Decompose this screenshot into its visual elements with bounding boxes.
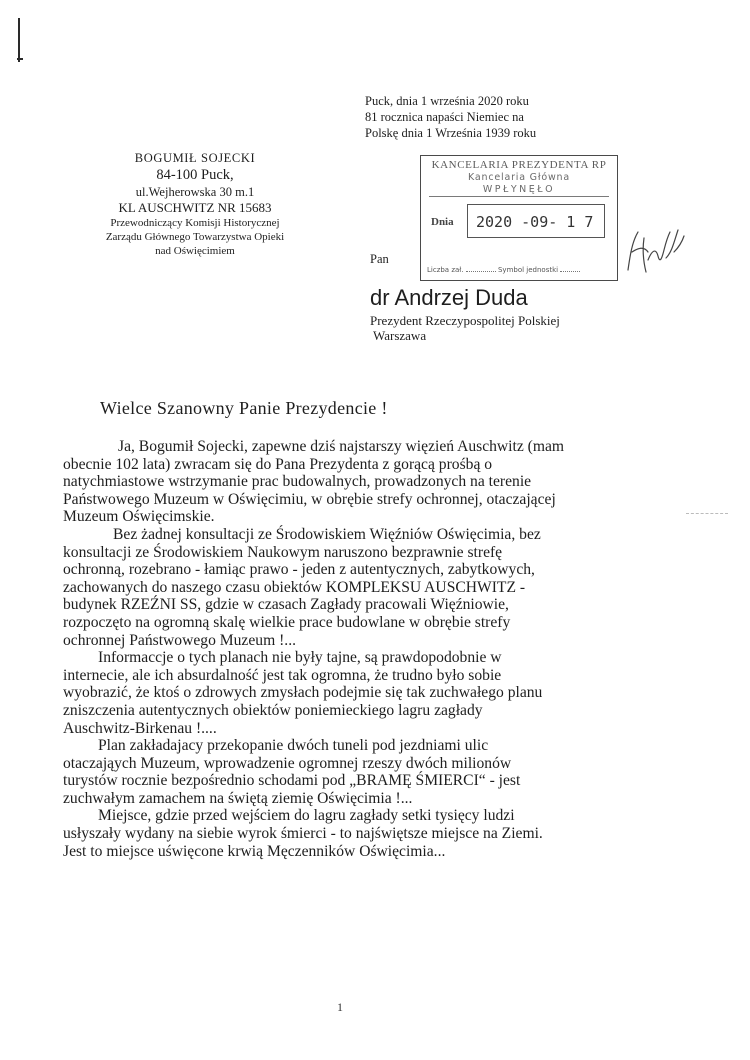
recipient-salutation-word: Pan	[370, 252, 389, 266]
body-line: Muzeum Oświęcimskie.	[63, 508, 215, 526]
recipient-city: Warszawa	[373, 328, 427, 343]
body-line: Informaccje o tych planach nie były tajne, są prawdopodobnie w	[98, 649, 502, 667]
body-line: Bez żadnej konsultacji ze Środowiskiem Więźniów Oświęcimia, bez	[113, 525, 541, 543]
body-line: zuchwałym zamachem na świętą ziemię Oświęcimia !...	[63, 789, 413, 807]
received-stamp	[420, 155, 618, 281]
stamp-date-box	[467, 204, 605, 238]
body-line: zachowanych do naszego czasu obiektów KOMPLEKSU AUSCHWITZ -	[63, 578, 526, 596]
body-line: Auschwitz-Birkenau !....	[63, 719, 217, 737]
body-line: ochronnej Państwowego Muzeum !...	[63, 631, 296, 649]
body-line: budynek RZEŹNI SS, gdzie w czasach Zagłady pracowali Więźniowie,	[63, 596, 509, 614]
body-line: internecie, ale ich absurdalność jest tak ogromna, że trudno było sobie	[63, 666, 502, 684]
sender-camp-number: KL AUSCHWITZ NR 15683	[118, 200, 272, 215]
stamp-footer-right: Symbol jednostki	[497, 266, 559, 274]
body-line: Ja, Bogumił Sojecki, zapewne dziś najstarszy więzień Auschwitz (mam	[118, 438, 565, 455]
sender-name: BOGUMIŁ SOJECKI	[134, 151, 256, 165]
stamp-divider	[429, 196, 609, 197]
salutation: Wielce Szanowny Panie Prezydencie !	[100, 398, 388, 418]
scan-margin-mark	[686, 513, 728, 515]
place-date-line: 81 rocznica napaści Niemiec na	[365, 110, 524, 124]
sender-role: Przewodniczący Komisji Historycznej	[110, 217, 280, 229]
stamp-footer-left: Liczba zał.	[427, 266, 464, 274]
body-line: turystów rocznie bezpośrednio schodami pod „BRAMĘ ŚMIERCI“ - jest	[63, 772, 521, 790]
body-line: konsultacji ze Środowiskiem Naukowym naruszono bezprawnie strefę	[63, 543, 503, 561]
handwritten-signature	[622, 212, 688, 276]
place-date-line: Puck, dnia 1 września 2020 roku	[365, 94, 529, 108]
stamp-footer	[427, 264, 580, 274]
body-line: otaczająych Muzeum, wprowadzenie ogromnej rzeszy dwóch milionów	[63, 754, 512, 772]
stamp-date-label: Dnia	[431, 216, 454, 228]
body-line: zniszczenia autentycznych obiektów poniemieckiego lagru zagłady	[63, 701, 483, 719]
sender-organization: Zarządu Głównego Towarzystwa Opieki	[105, 231, 285, 243]
body-line: usłyszały wydany na siebie wyrok śmierci - to najświętsze miejsce na Ziemi.	[63, 825, 543, 843]
stamp-received: WPŁYNĘŁO	[482, 184, 556, 195]
body-line: wyobrazić, że ktoś o zdrowych zmysłach podejmie się tak zuchwałego planu	[63, 684, 543, 702]
stamp-subtitle: Kancelaria Główna	[468, 172, 570, 183]
recipient-name: dr Andrzej Duda	[370, 285, 528, 310]
body-line: Plan zakładajacy przekopanie dwóch tuneli pod jezdniami ulic	[98, 737, 489, 755]
body-line: Miejsce, gdzie przed wejściem do lagru zagłady setki tysięcy ludzi	[98, 807, 515, 825]
body-line: ochronną, rozebrano - łamiąc prawo - jeden z autentycznych, zabytkowych,	[63, 561, 535, 579]
body-line: obecnie 102 lata) zwracam się do Pana Prezydenta z gorącą prośbą o	[63, 455, 493, 473]
sender-city: 84-100 Puck,	[156, 167, 234, 183]
place-date-line: Polskę dnia 1 Września 1939 roku	[365, 126, 537, 140]
page-number: 1	[337, 1000, 343, 1014]
place-and-date	[365, 93, 536, 141]
sender-street: ul.Wejherowska 30 m.1	[135, 185, 255, 199]
recipient-block	[370, 283, 560, 344]
sender-organization-cont: nad Oświęcimiem	[155, 245, 235, 257]
margin-mark	[17, 18, 20, 62]
stamp-title: KANCELARIA PREZYDENTA RP	[431, 159, 607, 171]
body-line: rozpoczęto na ogromną skalę wielkie prace budowlane w obrębie strefy	[63, 613, 511, 631]
body-line: Państwowego Muzeum w Oświęcimiu, w obrębie strefy ochronnej, otaczającej	[63, 490, 556, 508]
recipient-title: Prezydent Rzeczypospolitej Polskiej	[370, 313, 560, 328]
body-line: natychmiastowe wstrzymanie prac budowalnych, prowadzonych na terenie	[63, 473, 532, 491]
stamp-date: 2020 -09- 1 7	[476, 213, 594, 231]
body-line: Jest to miejsce uświęcone krwią Męczenników Oświęcimia...	[63, 842, 446, 860]
letter-body	[63, 438, 743, 860]
sender-block	[30, 150, 360, 258]
